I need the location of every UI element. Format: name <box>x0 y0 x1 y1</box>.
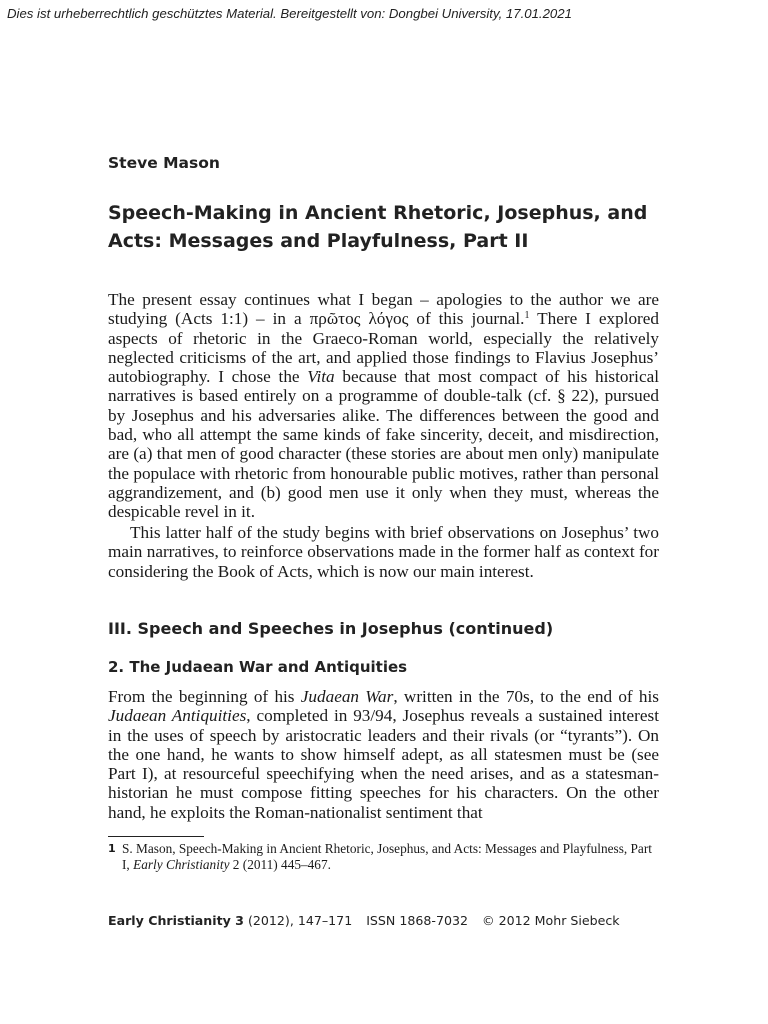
text-segment: , completed in 93/94, Josephus reveals a sustained interest in the uses of speech by aristocratic leaders and their rivals (or “tyrants”). On the one hand, he wants to show himself adept, as all statesmen must be (see Part I), at resourceful speechifying when the need arises, and as a statesman-historian he must compose fitting speeches for his characters. On the other hand, he exploits the Roman-nationalist sentiment that <box>108 706 659 822</box>
footnote-body <box>108 841 659 873</box>
section-heading: III. Speech and Speeches in Josephus (continued) <box>108 619 554 638</box>
section-paragraph <box>108 687 659 822</box>
footnote-number: 1 <box>108 842 116 855</box>
text-segment: 2 (2011) 445–467. <box>229 857 331 872</box>
footer-copyright: © 2012 Mohr Siebeck <box>482 913 620 928</box>
footer-citation: (2012), 147–171 <box>243 913 353 928</box>
italic-journal-name: Early Christianity <box>133 857 230 872</box>
author-name: Steve Mason <box>108 154 220 172</box>
greek-phrase: πρῶτος λόγος <box>309 309 409 329</box>
italic-title-vita: Vita <box>307 367 335 387</box>
footnote-divider <box>108 836 204 837</box>
text-segment: There I explored aspects of rhetoric in the Graeco-Roman world, especially the relatively neglected criticisms of the art, and applied those findings to Flavius Josephus’ autobiography. I chose the <box>108 309 660 387</box>
text-segment: of this journal. <box>408 309 525 329</box>
footer-journal: Early Christianity 3 <box>108 913 244 928</box>
footnote <box>108 840 659 873</box>
footnote-reference[interactable]: 1 <box>524 310 530 322</box>
text-segment: From the beginning of his <box>108 687 301 706</box>
subsection-heading: 2. The Judaean War and Antiquities <box>108 658 408 676</box>
italic-title-judaean-antiquities: Judaean Antiquities <box>108 706 247 726</box>
text-segment: The present essay continues what I began – apologies to the author we are studying (Acts 1:1) – in a <box>108 290 659 329</box>
intro-paragraph-1 <box>108 290 659 522</box>
page-footer <box>108 913 620 928</box>
text-segment: S. Mason, Speech-Making in Ancient Rhetoric, Josephus, and Acts: Messages and Playfulness, Part I, <box>122 841 652 872</box>
italic-title-judaean-war: Judaean War <box>300 687 394 706</box>
footer-issn: ISSN 1868-7032 <box>366 913 468 928</box>
intro-paragraph-2: This latter half of the study begins with brief observations on Josephus’ two main narratives, to reinforce observations made in the former half as context for considering the Book of Acts, which is now our main interest. <box>108 523 659 581</box>
text-segment: , written in the 70s, to the end of his <box>393 687 659 706</box>
article-title: Speech-Making in Ancient Rhetoric, Josephus, and Acts: Messages and Playfulness, Part II <box>108 202 648 252</box>
copyright-watermark: Dies ist urheberrechtlich geschütztes Material. Bereitgestellt von: Dongbei University, 17.01.2021 <box>7 6 572 21</box>
text-segment: because that most compact of his historical narratives is based entirely on a programme of double-talk (cf. § 22), pursued by Josephus and his adversaries alike. The differences between the good and bad, who all attempt the same kinds of fake sincerity, deceit, and misdirection, are (a) that men of good character (these stories are about men only) manipulate the populace with rhetoric from honourable public motives, rather than personal aggrandizement, and (b) good men use it only when they must, whereas the despicable revel in it. <box>108 367 659 522</box>
